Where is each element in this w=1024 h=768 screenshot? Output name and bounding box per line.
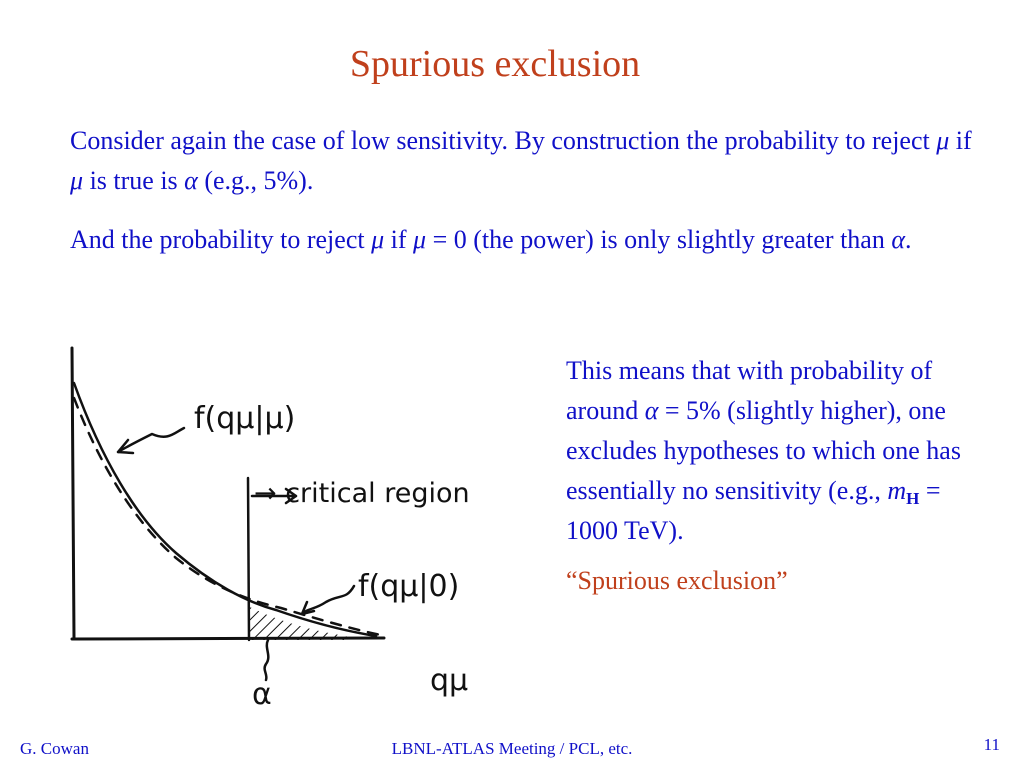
y-axis xyxy=(72,348,74,638)
label-alpha: α xyxy=(252,677,272,712)
footer-author: G. Cowan xyxy=(20,739,89,758)
slide-title: Spurious exclusion xyxy=(349,43,641,85)
label-critical-region: → critical region xyxy=(254,478,470,509)
label-f-q-0: f(qμ|0) xyxy=(358,569,460,604)
footer-meeting: LBNL-ATLAS Meeting / PCL, etc. xyxy=(391,739,633,758)
label-x-axis: qμ xyxy=(430,663,469,698)
arrow-f-q-0 xyxy=(302,586,354,614)
explanation-paragraph: This means that with probability of around α = 5% (slightly higher), one excludes hypotheses to which one has essentially no sensitivity (e.g., $m_H = 1000$ TeV). xyxy=(566,356,961,545)
paragraph-low-sensitivity: Consider again the case of low sensitivity. By construction the probability to reject μ if μ is true is α (e.g., 5%). xyxy=(70,126,972,195)
arrow-f-q-mu xyxy=(118,428,184,453)
label-f-q-mu: f(qμ|μ) xyxy=(194,401,296,436)
x-axis xyxy=(72,638,384,639)
alpha-pointer xyxy=(265,640,269,680)
sketch-svg xyxy=(56,338,534,718)
spurious-exclusion-quote: “Spurious exclusion” xyxy=(566,566,788,595)
hand-drawn-sketch xyxy=(56,338,534,723)
explanation-text xyxy=(566,351,986,601)
paragraph-power: And the probability to reject μ if μ = 0 (the power) is only slightly greater than α. xyxy=(70,225,912,254)
page-number: 11 xyxy=(983,735,1000,754)
critical-threshold-line xyxy=(248,478,249,640)
